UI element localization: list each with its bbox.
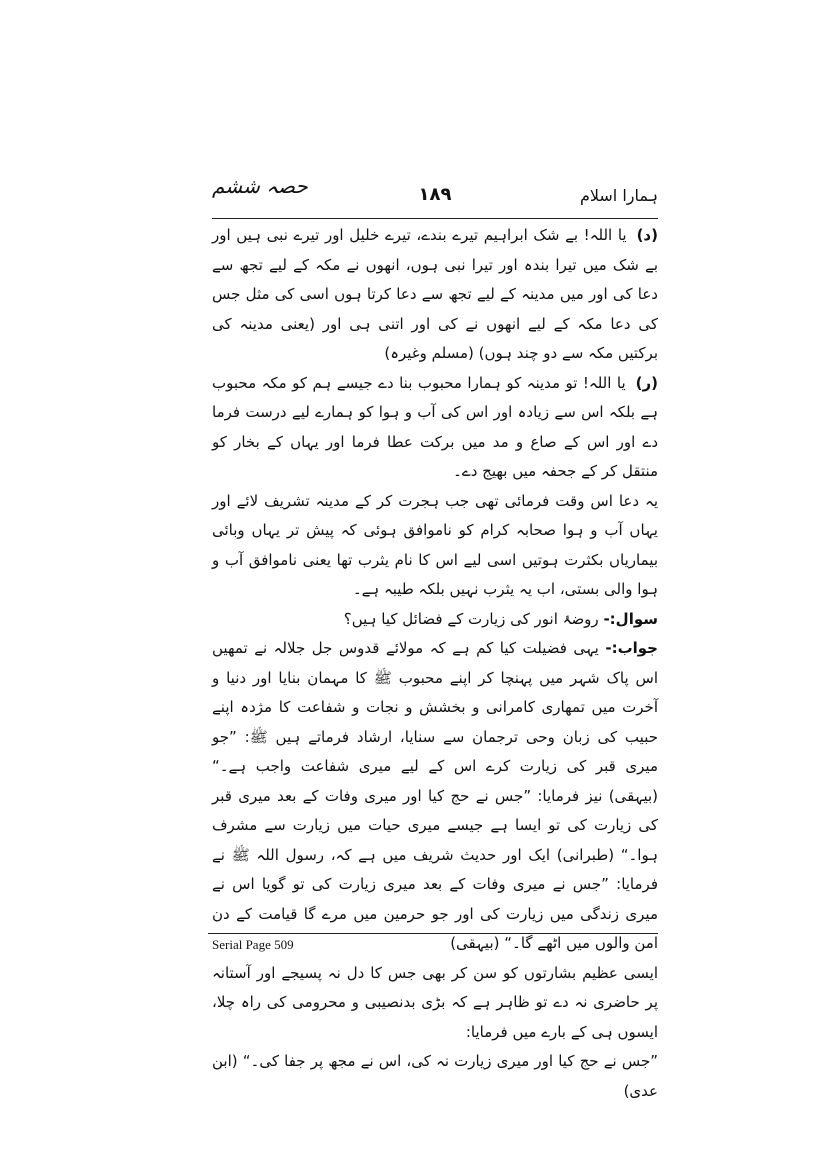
footer-rule: [208, 933, 658, 934]
paragraph-r: [212, 369, 658, 487]
answer-text: یہی فضیلت کیا کم ہے کہ مولائے قدوس جل جلالہ نے تمھیں اس پاک شہر میں پہنچا کر اپنے محبوب ﷺ کا مہمان بنایا اور دنیا و آخرت میں تمھاری کامرانی و بخشش و نجات و شفاعت کا مژدہ اپنے حبیب کی زبان وحی ترجمان سے سنایا، ارشاد فرماتے ہیں ﷺ: ”جو میری قبر کی زیارت کرے اس کے لیے میری شفاعت واجب ہے۔“ (بیہقی) نیز فرمایا: ”جس نے حج کیا اور میری وفات کے بعد میری قبر کی زیارت کی تو ایسا ہے جیسے میری حیات میں زیارت سے مشرف ہوا۔“ (طبرانی) ایک اور حدیث شریف میں ہے کہ، رسول اللہ ﷺ نے فرمایا: ”جس نے میری وفات کے بعد میری زیارت کی تو گویا اس نے میری زندگی میں زیارت کی اور جو حرمین میں مرے گا قیامت کے دن امن والوں میں اٹھے گا۔“ (بیہقی): [212, 639, 658, 952]
question-label: سوال:-: [603, 609, 658, 628]
paragraph-r-text: یا اللہ! تو مدینہ کو ہمارا محبوب بنا دے جیسے ہم کو مکہ محبوب ہے بلکہ اس سے زیادہ اور اس کی آب و ہوا کو ہمارے لیے درست فرما دے اور اس کے صاع و مد میں برکت عطا فرما اور یہاں کے بخار کو منتقل کر کے جحفہ میں بھیج دے۔: [212, 373, 658, 480]
question-text: روضۂ انور کی زیارت کے فضائل کیا ہیں؟: [343, 609, 599, 628]
final-quote: ”جس نے حج کیا اور میری زیارت نہ کی، اس نے مجھ پر جفا کی۔“ (ابن عدی): [212, 1052, 658, 1100]
page-number: ۱۸۹: [418, 184, 452, 205]
closing-paragraph: ایسی عظیم بشارتوں کو سن کر بھی جس کا دل نہ پسیجے اور آستانہ پر حاضری نہ دے تو ظاہر ہے کہ بڑی بدنصیبی و محرومی کی راہ چلا، ایسوں ہی کے بارے میں فرمایا:: [212, 963, 658, 1041]
item-label-r: (ر): [635, 373, 658, 392]
answer-label: جواب:-: [605, 639, 658, 657]
volume-label: حصہ ششم: [212, 174, 308, 198]
item-label-d: (د): [636, 226, 658, 244]
body-text: [212, 221, 658, 1106]
running-head: [212, 172, 658, 219]
paragraph-d-text: یا اللہ! بے شک ابراہیم تیرے بندے، تیرے خلیل اور تیرے نبی ہیں اور بے شک میں تیرا بندہ اور تیرا نبی ہوں، انھوں نے مکہ کے لیے تجھ سے دعا کی اور میں مدینہ کے لیے تجھ سے دعا کرتا ہوں اسی کی مثل جس کی دعا مکہ کے لیے انھوں نے کی اور اتنی ہی اور (یعنی مدینہ کی برکتیں مکہ سے دو چند ہوں) (مسلم وغیرہ): [212, 226, 658, 362]
book-title: ہمارا اسلام: [579, 186, 658, 205]
page-content: [212, 172, 658, 1100]
question: [212, 605, 658, 635]
serial-page-number: Serial Page 509: [212, 937, 294, 952]
answer: [212, 634, 658, 959]
paragraph-d: [212, 221, 658, 369]
context-paragraph: یہ دعا اس وقت فرمائی تھی جب ہجرت کر کے مدینہ تشریف لائے اور یہاں آب و ہوا صحابہ کرام کو ناموافق ہوئی کہ پیش تر یہاں وبائی بیماریاں بکثرت ہوتیں اسی لیے اس کا نام یثرب تھا یعنی ناموافق آب و ہوا والی بستی، اب یہ یثرب نہیں بلکہ طیبہ ہے۔: [212, 491, 658, 598]
